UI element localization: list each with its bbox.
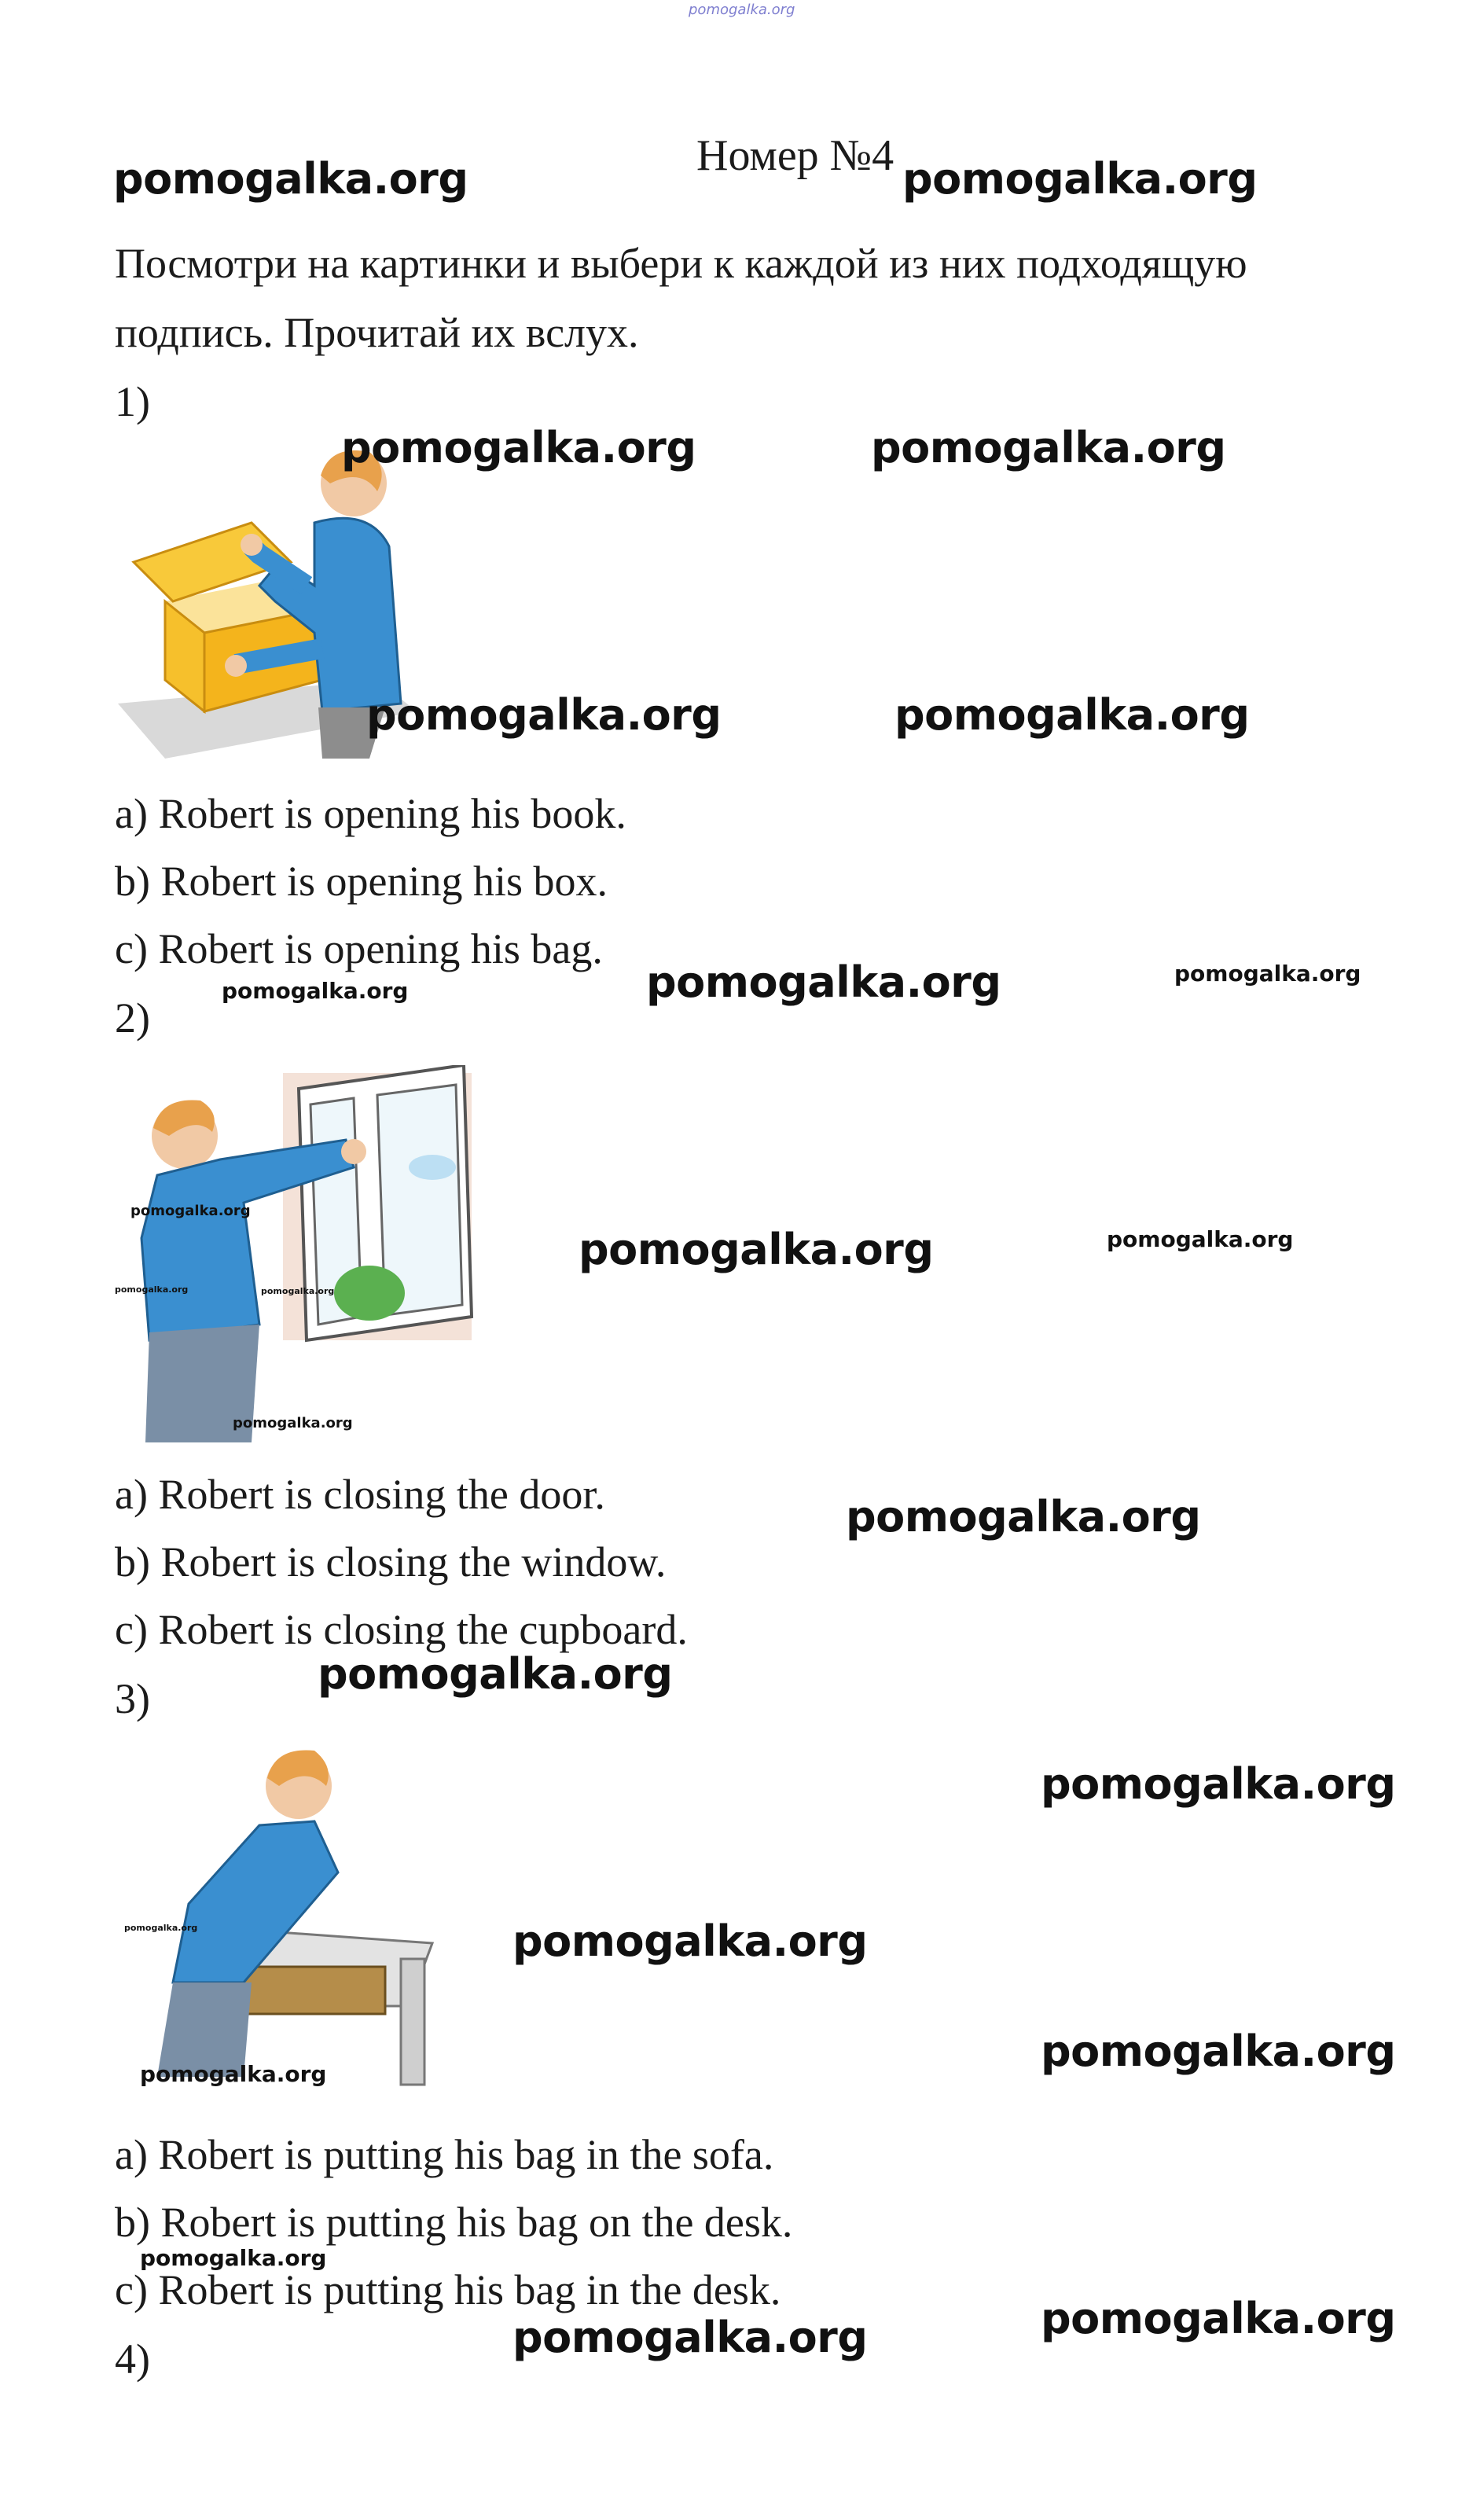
option-b: b) Robert is opening his box. <box>115 858 608 905</box>
option-a: a) Robert is putting his bag in the sofa. <box>115 2131 774 2178</box>
watermark: pomogalka.org <box>318 1649 673 1699</box>
question-number: 2) <box>115 994 150 1042</box>
watermark: pomogalka.org <box>261 1286 335 1296</box>
watermark: pomogalka.org <box>113 154 468 204</box>
watermark: pomogalka.org <box>1041 2026 1396 2076</box>
option-c: c) Robert is opening his bag. <box>115 925 603 972</box>
option-b: b) Robert is closing the window. <box>115 1538 667 1586</box>
watermark: pomogalka.org <box>130 1203 251 1219</box>
option-a: a) Robert is closing the door. <box>115 1471 605 1518</box>
option-b: b) Robert is putting his bag on the desk. <box>115 2199 793 2246</box>
watermark: pomogalka.org <box>846 1492 1201 1541</box>
illustration-window-closing <box>118 1065 479 1442</box>
watermark: pomogalka.org <box>366 690 722 740</box>
question-number: 3) <box>115 1675 150 1722</box>
watermark: pomogalka.org <box>646 957 1001 1007</box>
watermark: pomogalka.org <box>140 2061 327 2087</box>
watermark: pomogalka.org <box>871 423 1226 472</box>
watermark-top: pomogalka.org <box>689 2 795 18</box>
watermark: pomogalka.org <box>579 1225 934 1274</box>
watermark: pomogalka.org <box>233 1415 353 1431</box>
option-c: c) Robert is putting his bag in the desk. <box>115 2266 781 2313</box>
watermark: pomogalka.org <box>124 1923 198 1933</box>
watermark: pomogalka.org <box>902 154 1258 204</box>
question-number: 1) <box>115 378 150 425</box>
instruction-line-2: подпись. Прочитай их вслух. <box>115 309 639 356</box>
question-number: 4) <box>115 2335 150 2383</box>
watermark: pomogalka.org <box>1041 2294 1396 2343</box>
instruction-line-1: Посмотри на картинки и выбери к каждой из них подходящую <box>115 240 1247 287</box>
watermark: pomogalka.org <box>140 2245 327 2271</box>
watermark: pomogalka.org <box>1174 961 1361 987</box>
option-c: c) Robert is closing the cupboard. <box>115 1606 688 1653</box>
option-a: a) Robert is opening his book. <box>115 790 626 837</box>
watermark: pomogalka.org <box>512 1916 868 1966</box>
watermark: pomogalka.org <box>894 690 1250 740</box>
watermark: pomogalka.org <box>512 2313 868 2362</box>
watermark: pomogalka.org <box>1107 1226 1294 1252</box>
page-title: Номер №4 <box>696 131 894 180</box>
watermark: pomogalka.org <box>341 423 696 472</box>
watermark: pomogalka.org <box>222 978 409 1004</box>
watermark: pomogalka.org <box>1041 1759 1396 1809</box>
watermark: pomogalka.org <box>115 1284 189 1295</box>
